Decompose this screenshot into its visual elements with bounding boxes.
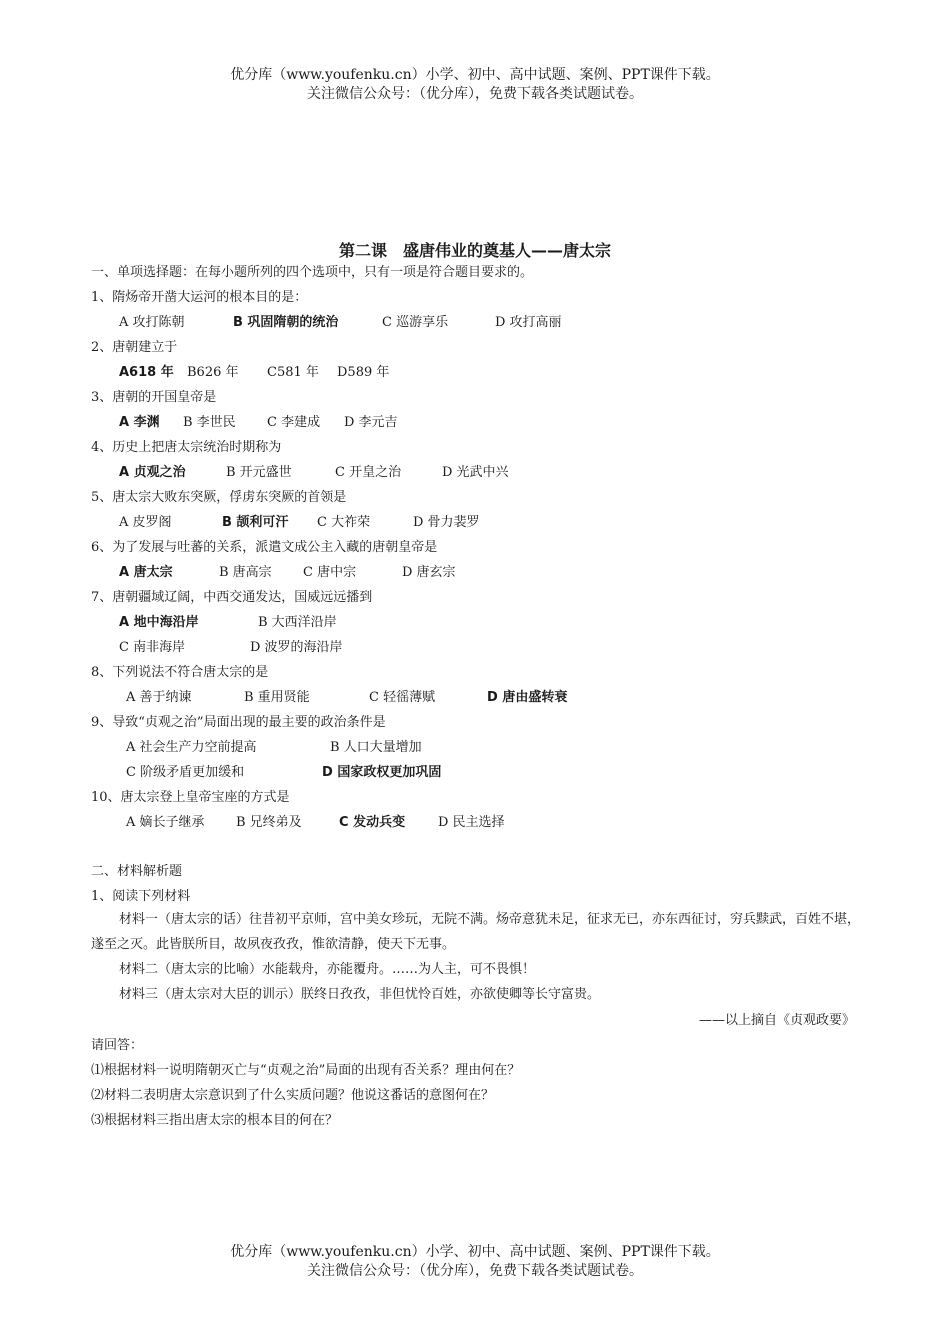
q3-option-d: D 李元吉 bbox=[344, 415, 398, 430]
q6-option-d: D 唐玄宗 bbox=[402, 565, 456, 580]
analysis-question-3: ⑶根据材料三指出唐太宗的根本目的何在？ bbox=[91, 1113, 339, 1128]
analysis-question-1: ⑴根据材料一说明隋朝灭亡与“贞观之治”局面的出现有否关系？理由何在？ bbox=[91, 1063, 521, 1078]
q6-option-a: A 唐太宗 bbox=[119, 565, 173, 580]
q3-option-a: A 李渊 bbox=[119, 415, 160, 430]
q5-option-a: A 皮罗阁 bbox=[119, 515, 172, 530]
q8-option-a: A 善于纳谏 bbox=[126, 690, 192, 705]
page-header bbox=[0, 66, 950, 104]
question-6: 6、为了发展与吐蕃的关系，派遣文成公主入藏的唐朝皇帝是 bbox=[91, 540, 438, 555]
section2-sub: 1、阅读下列材料 bbox=[91, 889, 191, 904]
material-1-text: 材料一（唐太宗的话）往昔初平京师，宫中美女珍玩，无院不满。炀帝意犹未足，征求无已，亦东西征讨，穷兵黩武，百姓不堪，遂至之灭。此皆朕所目，故夙夜孜孜，惟欲清静，使天下无事。 bbox=[91, 912, 861, 952]
q7-option-a: A 地中海沿岸 bbox=[119, 615, 199, 630]
q4-option-c: C 开皇之治 bbox=[335, 465, 402, 480]
q8-option-c: C 轻徭薄赋 bbox=[369, 690, 436, 705]
q3-option-b: B 李世民 bbox=[183, 415, 236, 430]
question-1: 1、隋炀帝开凿大运河的根本目的是： bbox=[91, 290, 308, 305]
q10-option-a: A 嫡长子继承 bbox=[126, 815, 205, 830]
header-line-2: 关注微信公众号：（优分库），免费下载各类试题试卷。 bbox=[307, 86, 643, 102]
footer-line-1: 优分库（www.youfenku.cn）小学、初中、高中试题、案例、PPT课件下载。 bbox=[230, 1244, 720, 1260]
q4-option-b: B 开元盛世 bbox=[226, 465, 292, 480]
question-4: 4、历史上把唐太宗统治时期称为 bbox=[91, 440, 282, 455]
question-7: 7、唐朝疆域辽阔，中西交通发达，国威远远播到 bbox=[91, 590, 373, 605]
material-1 bbox=[91, 907, 871, 957]
footer-line-2: 关注微信公众号：（优分库），免费下载各类试题试卷。 bbox=[307, 1263, 643, 1279]
question-10: 10、唐太宗登上皇帝宝座的方式是 bbox=[91, 790, 290, 805]
q2-option-d: D589 年 bbox=[337, 365, 390, 380]
q4-option-a: A 贞观之治 bbox=[119, 465, 186, 480]
q2-option-b: B626 年 bbox=[187, 365, 239, 380]
section1-heading: 一、单项选择题：在每小题所列的四个选项中，只有一项是符合题目要求的。 bbox=[91, 265, 534, 280]
lesson-title: 第二课 盛唐伟业的奠基人——唐太宗 bbox=[338, 241, 611, 260]
q1-option-b: B 巩固隋朝的统治 bbox=[233, 315, 339, 330]
question-3: 3、唐朝的开国皇帝是 bbox=[91, 390, 217, 405]
q10-option-c: C 发动兵变 bbox=[339, 815, 406, 830]
q1-option-a: A 攻打陈朝 bbox=[119, 315, 185, 330]
q4-option-d: D 光武中兴 bbox=[442, 465, 509, 480]
q5-option-b: B 颉利可汗 bbox=[222, 515, 289, 530]
section2-heading: 二、材料解析题 bbox=[91, 864, 183, 879]
q3-option-c: C 李建成 bbox=[267, 415, 321, 430]
q2-option-c: C581 年 bbox=[267, 365, 319, 380]
q7-option-b: B 大西洋沿岸 bbox=[258, 615, 337, 630]
material-3 bbox=[91, 982, 871, 1007]
q7-option-c: C 南非海岸 bbox=[119, 640, 186, 655]
q7-option-d: D 波罗的海沿岸 bbox=[250, 640, 343, 655]
q9-option-c: C 阶级矛盾更加缓和 bbox=[126, 765, 245, 780]
q9-option-d: D 国家政权更加巩固 bbox=[322, 765, 442, 780]
material-2 bbox=[91, 957, 871, 982]
q2-option-a: A618 年 bbox=[119, 365, 174, 380]
q9-option-a: A 社会生产力空前提高 bbox=[126, 740, 257, 755]
question-2: 2、唐朝建立于 bbox=[91, 340, 178, 355]
q5-option-c: C 大祚荣 bbox=[317, 515, 371, 530]
question-5: 5、唐太宗大败东突厥，俘虏东突厥的首领是 bbox=[91, 490, 347, 505]
q6-option-b: B 唐高宗 bbox=[219, 565, 272, 580]
q1-option-d: D 攻打高丽 bbox=[495, 315, 562, 330]
material-2-text: 材料二（唐太宗的比喻）水能载舟，亦能覆舟。……为人主，可不畏惧！ bbox=[119, 962, 536, 977]
q10-option-b: B 兄终弟及 bbox=[236, 815, 302, 830]
q9-option-b: B 人口大量增加 bbox=[330, 740, 422, 755]
material-source: ——以上摘自《贞观政要》 bbox=[698, 1013, 855, 1028]
header-line-1: 优分库（www.youfenku.cn）小学、初中、高中试题、案例、PPT课件下载。 bbox=[230, 67, 720, 83]
answer-prompt: 请回答： bbox=[91, 1038, 144, 1053]
q5-option-d: D 骨力裴罗 bbox=[413, 515, 480, 530]
q1-option-c: C 巡游享乐 bbox=[382, 315, 449, 330]
analysis-question-2: ⑵材料二表明唐太宗意识到了什么实质问题？他说这番话的意图何在？ bbox=[91, 1088, 495, 1103]
q6-option-c: C 唐中宗 bbox=[303, 565, 357, 580]
q8-option-b: B 重用贤能 bbox=[244, 690, 310, 705]
q8-option-d: D 唐由盛转衰 bbox=[487, 690, 568, 705]
material-3-text: 材料三（唐太宗对大臣的训示）朕终日孜孜，非但忧怜百姓，亦欲使卿等长守富贵。 bbox=[119, 987, 601, 1002]
question-8: 8、下列说法不符合唐太宗的是 bbox=[91, 665, 269, 680]
page-footer bbox=[0, 1243, 950, 1281]
question-9: 9、导致“贞观之治”局面出现的最主要的政治条件是 bbox=[91, 715, 386, 730]
q10-option-d: D 民主选择 bbox=[438, 815, 505, 830]
